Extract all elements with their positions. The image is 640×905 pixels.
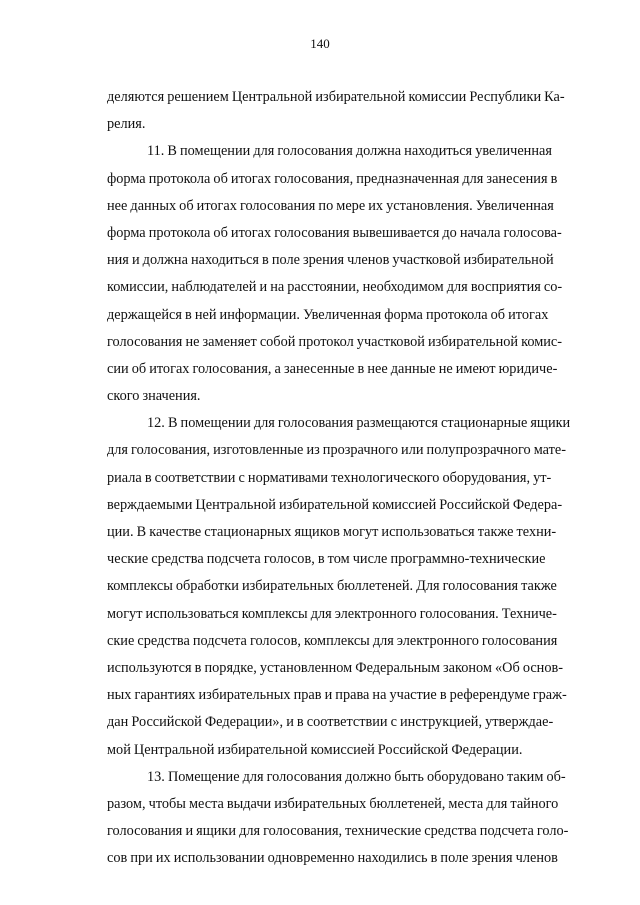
document-body [107,84,571,872]
text-line: верждаемыми Центральной избирательной комиссией Российской Федера- [107,496,563,513]
text-line: форма протокола об итогах голосования вывешивается до начала голосова- [107,224,562,241]
text-line: ческие средства подсчета голосов, в том числе программно-технические [107,551,546,568]
text-line: сов при их использовании одновременно находились в поле зрения членов [107,850,558,867]
paragraph-13-first-line: 13. Помещение для голосования должно быть оборудовано таким об- [147,768,566,785]
paragraph-11-first-line: 11. В помещении для голосования должна находиться увеличенная [147,143,552,160]
text-line: ных гарантиях избирательных прав и права на участие в референдуме граж- [107,687,567,704]
text-line: мой Центральной избирательной комиссией Российской Федерации. [107,741,523,758]
text-line: голосования не заменяет собой протокол участковой избирательной комис- [107,333,563,350]
text-line: нее данных об итогах голосования по мере их установления. Увеличенная [107,197,554,214]
text-line: держащейся в ней информации. Увеличенная форма протокола об итогах [107,306,549,323]
text-line: форма протокола об итогах голосования, предназначенная для занесения в [107,170,558,187]
text-line: релия. [107,116,146,133]
text-line: дан Российской Федерации», и в соответствии с инструкцией, утверждае- [107,714,554,731]
text-line: сии об итогах голосования, а занесенные в нее данные не имеют юридиче- [107,360,558,377]
text-line: разом, чтобы места выдачи избирательных бюллетеней, места для тайного [107,795,559,812]
text-line: комплексы обработки избирательных бюллетеней. Для голосования также [107,578,557,595]
text-line: ния и должна находиться в поле зрения членов участковой избирательной [107,252,554,269]
text-line: риала в соответствии с нормативами технологического оборудования, ут- [107,469,552,486]
text-line: могут использоваться комплексы для электронного голосования. Техниче- [107,605,557,622]
page-number: 140 [310,36,330,51]
text-line: ские средства подсчета голосов, комплексы для электронного голосования [107,632,558,649]
text-line: используются в порядке, установленном Федеральным законом «Об основ- [107,659,563,676]
text-line: для голосования, изготовленные из прозрачного или полупрозрачного мате- [107,442,566,459]
text-line: ции. В качестве стационарных ящиков могут использоваться также техни- [107,524,557,540]
text-line: голосования и ящики для голосования, технические средства подсчета голо- [107,823,569,840]
text-line: деляются решением Центральной избирательной комиссии Республики Ка- [107,89,565,105]
paragraph-12-first-line: 12. В помещении для голосования размещаются стационарные ящики [147,415,571,432]
text-line: комиссии, наблюдателей и на расстоянии, необходимом для восприятия со- [107,279,563,296]
text-line: ского значения. [107,388,201,405]
